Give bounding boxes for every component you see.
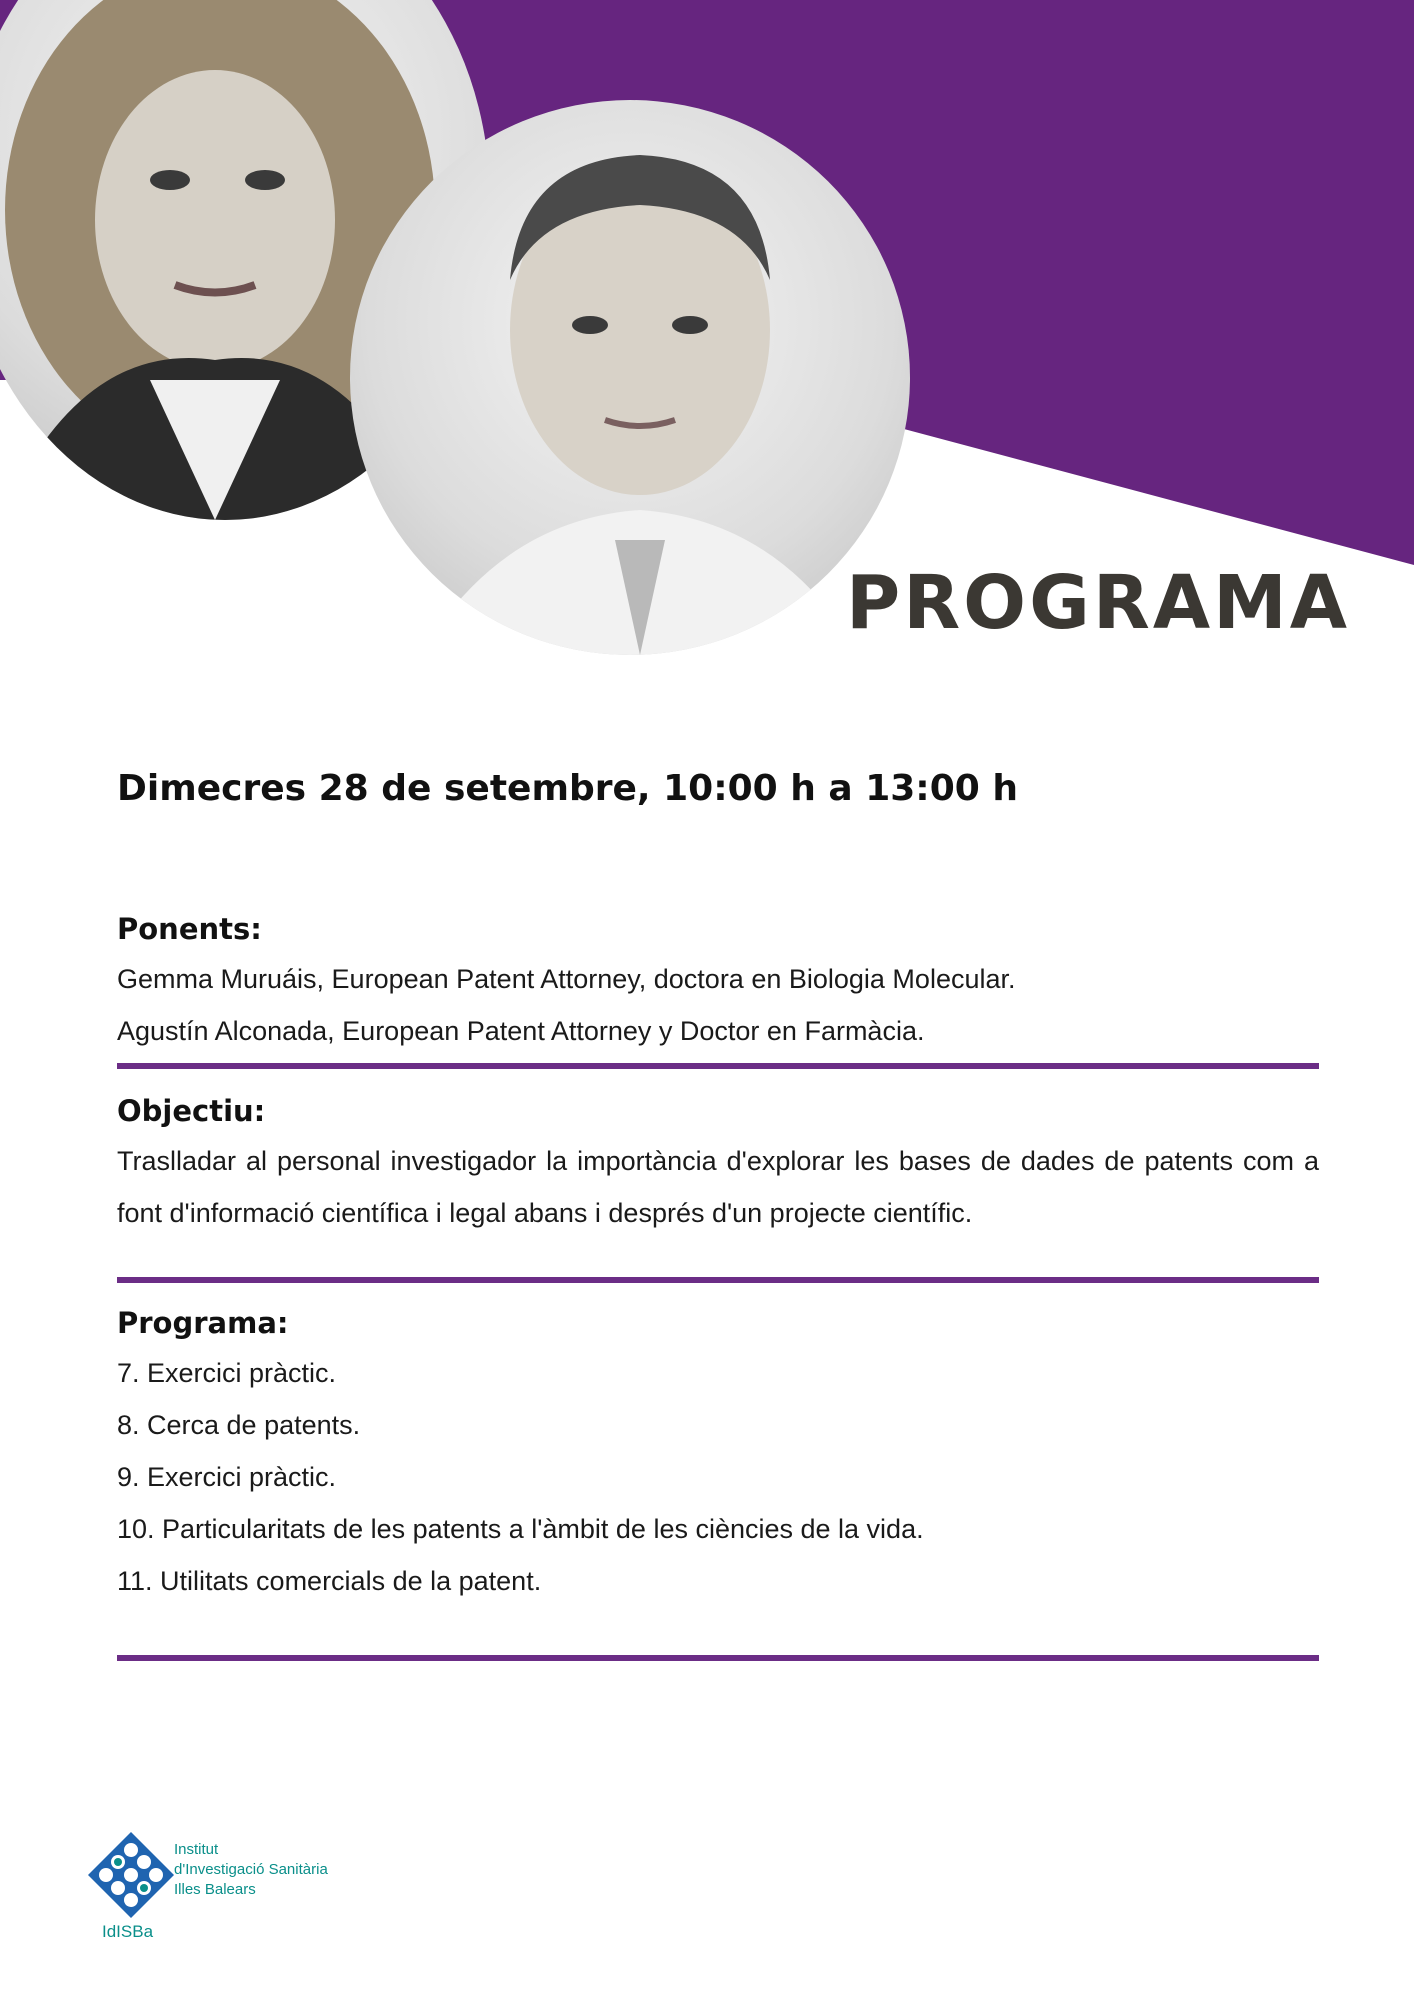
programa-item: 8. Cerca de patents.: [117, 1410, 361, 1440]
logo-abbreviation: IdISBa: [102, 1922, 154, 1941]
programa-item: 10. Particularitats de les patents a l'àmbit de les ciències de la vida.: [117, 1514, 924, 1544]
logo-text: [174, 1840, 328, 1900]
ponent-line: Agustín Alconada, European Patent Attorney y Doctor en Farmàcia.: [117, 1016, 925, 1046]
programa-section: [117, 1299, 1319, 1607]
section-divider: [117, 1277, 1319, 1283]
programa-heading: Programa:: [117, 1306, 289, 1340]
idisba-logo-icon: [86, 1830, 176, 1920]
section-divider: [117, 1063, 1319, 1069]
speaker-photo-agustin: [350, 100, 910, 655]
page-title: PROGRAMA: [845, 560, 1350, 646]
ponents-section: [117, 905, 1319, 1057]
section-divider: [117, 1655, 1319, 1661]
logo-line: d'Investigació Sanitària: [174, 1861, 328, 1878]
objectiu-section: [117, 1087, 1319, 1239]
program-content: [117, 905, 1319, 1661]
programa-item: 7. Exercici pràctic.: [117, 1358, 337, 1388]
event-date: Dimecres 28 de setembre, 10:00 h a 13:00 h: [117, 768, 1018, 809]
idisba-logo: [86, 1830, 386, 1950]
programa-item: 11. Utilitats comercials de la patent.: [117, 1566, 542, 1596]
objectiu-heading: Objectiu:: [117, 1094, 266, 1128]
programa-item: 9. Exercici pràctic.: [117, 1462, 337, 1492]
ponents-heading: Ponents:: [117, 912, 262, 946]
logo-line: Institut: [174, 1841, 219, 1858]
objectiu-text: Traslladar al personal investigador la importància d'explorar les bases de dades de patents com a font d'informació científica i legal abans i després d'un projecte científic.: [117, 1146, 1319, 1228]
ponent-line: Gemma Muruáis, European Patent Attorney, doctora en Biologia Molecular.: [117, 964, 1016, 994]
logo-line: Illes Balears: [174, 1881, 256, 1898]
